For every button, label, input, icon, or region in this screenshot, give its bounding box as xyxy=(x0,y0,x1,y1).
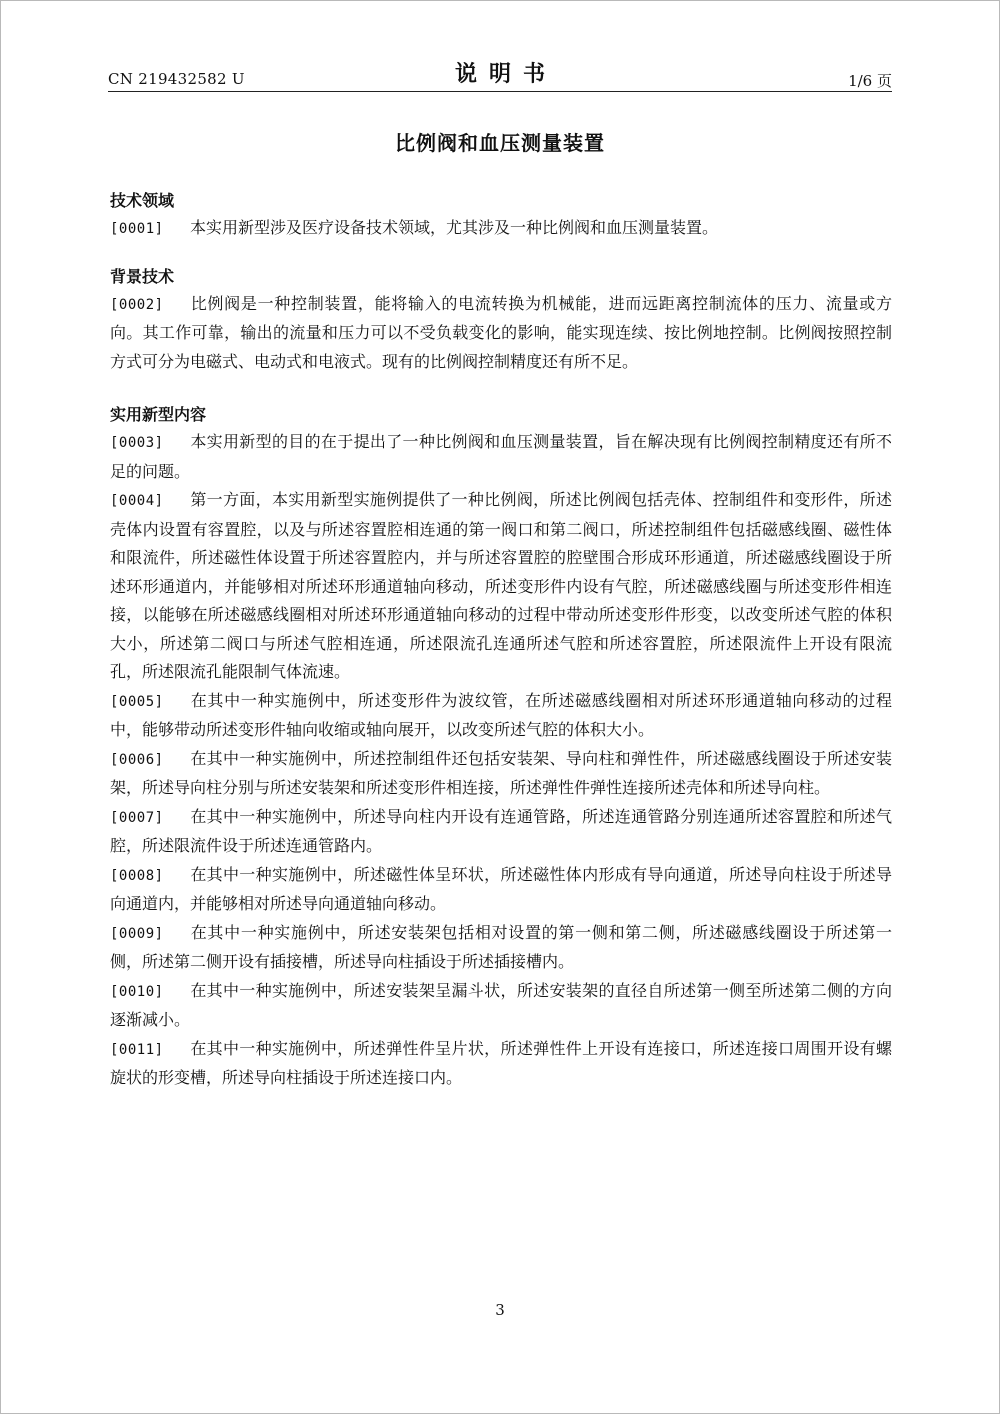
paragraph xyxy=(110,1035,892,1093)
paragraph-text: 在其中一种实施例中，所述安装架包括相对设置的第一侧和第二侧，所述磁感线圈设于所述第一侧，所述第二侧开设有插接槽，所述导向柱插设于所述插接槽内。 xyxy=(110,922,892,971)
paragraph-text: 本实用新型的目的在于提出了一种比例阀和血压测量装置，旨在解决现有比例阀控制精度还有所不足的问题。 xyxy=(110,432,892,481)
paragraph xyxy=(110,919,892,977)
paragraph xyxy=(110,977,892,1035)
paragraph xyxy=(110,803,892,861)
page-number: 3 xyxy=(495,1301,505,1319)
header-rule xyxy=(108,91,892,92)
paragraph-number: [0006] xyxy=(110,751,164,768)
paragraph xyxy=(110,861,892,919)
paragraph-text: 在其中一种实施例中，所述导向柱内开设有连通管路，所述连通管路分别连通所述容置腔和所述气腔，所述限流件设于所述连通管路内。 xyxy=(110,806,892,855)
paragraph xyxy=(110,486,892,687)
paragraph-number: [0010] xyxy=(110,983,164,1000)
paragraph xyxy=(110,745,892,803)
document-title: 比例阀和血压测量装置 xyxy=(395,131,605,155)
paragraph-number: [0002] xyxy=(110,296,164,313)
section-heading-background: 背景技术 xyxy=(110,266,175,286)
paragraph-text: 第一方面，本实用新型实施例提供了一种比例阀，所述比例阀包括壳体、控制组件和变形件，所述壳体内设置有容置腔，以及与所述容置腔相连通的第一阀口和第二阀口，所述控制组件包括磁感线圈、磁性体和限流件，所述磁性体设置于所述容置腔内，并与所述容置腔的腔壁围合形成环形通道，所述磁感线圈设于所述环形通道内，并能够相对所述环形通道轴向移动，所述变形件内设有气腔，所述磁感线圈与所述变形件相连接，以能够在所述磁感线圈相对所述环形通道轴向移动的过程中带动所述变形件形变，以改变所述气腔的体积大小，所述第二阀口与所述气腔相连通，所述限流孔连通所述气腔和所述容置腔，所述限流件上开设有限流孔，所述限流孔能限制气体流速。 xyxy=(110,490,892,681)
paragraph-text: 在其中一种实施例中，所述控制组件还包括安装架、导向柱和弹性件，所述磁感线圈设于所述安装架，所述导向柱分别与所述安装架和所述变形件相连接，所述弹性件弹性连接所述壳体和所述导向柱。 xyxy=(110,748,892,797)
paragraph-text: 比例阀是一种控制装置，能将输入的电流转换为机械能，进而远距离控制流体的压力、流量或方向。其工作可靠，输出的流量和压力可以不受负载变化的影响，能实现连续、按比例地控制。比例阀按照控制方式可分为电磁式、电动式和电液式。现有的比例阀控制精度还有所不足。 xyxy=(110,293,892,371)
paragraph xyxy=(110,290,892,377)
paragraph-number: [0003] xyxy=(110,435,164,451)
paragraph-text: 在其中一种实施例中，所述变形件为波纹管，在所述磁感线圈相对所述环形通道轴向移动的过程中，能够带动所述变形件轴向收缩或轴向展开，以改变所述气腔的体积大小。 xyxy=(110,690,892,739)
paragraph-number: [0001] xyxy=(110,221,164,237)
paragraph-number: [0011] xyxy=(110,1041,164,1058)
paragraph-text: 在其中一种实施例中，所述弹性件呈片状，所述弹性件上开设有连接口，所述连接口周围开设有螺旋状的形变槽，所述导向柱插设于所述连接口内。 xyxy=(110,1038,892,1087)
document-type: 说明书 xyxy=(454,62,557,87)
paragraph-text: 本实用新型涉及医疗设备技术领域，尤其涉及一种比例阀和血压测量装置。 xyxy=(190,218,719,237)
page-header xyxy=(0,0,1000,100)
section-heading-content: 实用新型内容 xyxy=(110,405,207,424)
paragraph xyxy=(110,214,892,244)
paragraph-number: [0008] xyxy=(110,867,164,884)
paragraph-text: 在其中一种实施例中，所述磁性体呈环状，所述磁性体内形成有导向通道，所述导向柱设于所述导向通道内，并能够相对所述导向通道轴向移动。 xyxy=(110,864,892,913)
paragraph xyxy=(110,428,892,486)
paragraph xyxy=(110,687,892,745)
paragraph-text: 在其中一种实施例中，所述安装架呈漏斗状，所述安装架的直径自所述第一侧至所述第二侧的方向逐渐减小。 xyxy=(110,980,892,1029)
paragraph-number: [0007] xyxy=(110,809,164,826)
paragraph-number: [0004] xyxy=(110,493,164,509)
section-heading-tech-field: 技术领域 xyxy=(110,191,175,210)
page-indicator: 1/6 页 xyxy=(848,72,892,90)
document-body xyxy=(110,188,892,1093)
patent-number: CN 219432582 U xyxy=(108,70,245,88)
paragraph-number: [0009] xyxy=(110,925,164,942)
paragraph-number: [0005] xyxy=(110,693,164,710)
